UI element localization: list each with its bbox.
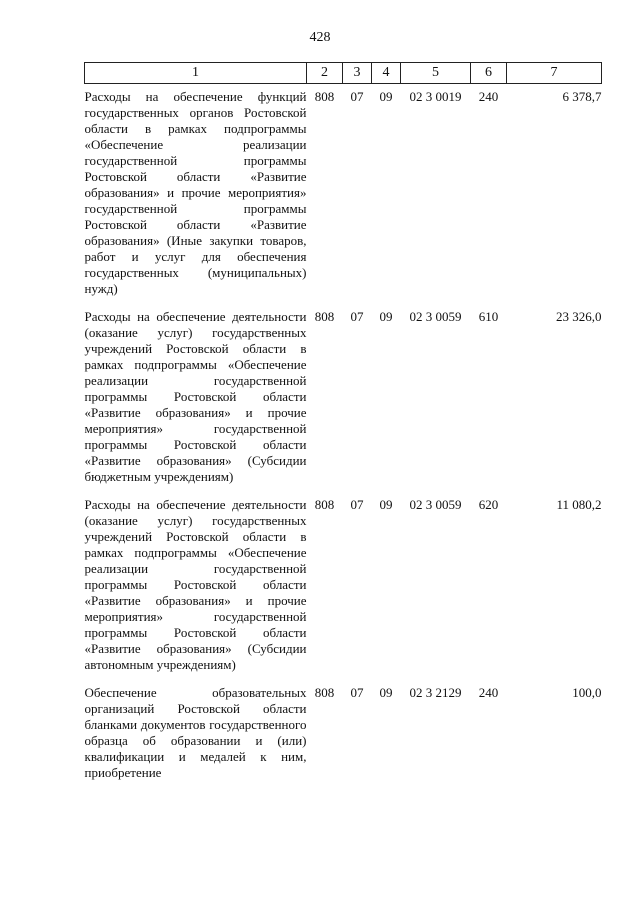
row-amount: 23 326,0 bbox=[556, 309, 602, 324]
row-expense-type: 620 bbox=[478, 497, 499, 512]
row-subsection-code: 09 bbox=[379, 685, 393, 700]
table-row bbox=[85, 84, 602, 305]
header-col-1: 1 bbox=[85, 63, 307, 84]
row-expense-type: 240 bbox=[478, 685, 499, 700]
row-target-code: 02 3 0059 bbox=[409, 309, 462, 324]
table-row bbox=[85, 304, 602, 492]
header-row bbox=[85, 63, 602, 84]
row-amount: 11 080,2 bbox=[556, 497, 602, 512]
row-description: Расходы на обеспечение деятельности (оказание услуг) государственных учреждений Ростовской области в рамках подпрограммы «Обеспечение реализации государственной программы Ростовской области «Развитие образования» и прочие мероприятия» государственной программы Ростовской области «Развитие образования» (Субсидии автономным учреждениям) bbox=[84, 497, 307, 672]
row-section-code: 07 bbox=[350, 497, 364, 512]
row-expense-type: 240 bbox=[478, 89, 499, 104]
row-ministry-code: 808 bbox=[314, 685, 335, 700]
page-number: 428 bbox=[309, 30, 331, 45]
header-col-5: 5 bbox=[401, 63, 471, 84]
row-description: Расходы на обеспечение функций государственных органов Ростовской области в рамках подпрограммы «Обеспечение реализации государственной программы Ростовской области «Развитие образования» и прочие мероприятия» государственной программы Ростовской области «Развитие образования» (Иные закупки товаров, работ и услуг для обеспечения государственных (муниципальных) нужд) bbox=[84, 89, 307, 296]
header-col-4: 4 bbox=[372, 63, 401, 84]
header-col-6: 6 bbox=[471, 63, 507, 84]
row-description: Расходы на обеспечение деятельности (оказание услуг) государственных учреждений Ростовской области в рамках подпрограммы «Обеспечение реализации государственной программы Ростовской области «Развитие образования» и прочие мероприятия» государственной программы Ростовской области «Развитие образования» (Субсидии бюджетным учреждениям) bbox=[84, 309, 307, 484]
row-target-code: 02 3 0019 bbox=[409, 89, 462, 104]
header-col-2: 2 bbox=[307, 63, 343, 84]
row-target-code: 02 3 2129 bbox=[409, 685, 462, 700]
table-row bbox=[85, 492, 602, 680]
row-subsection-code: 09 bbox=[379, 497, 393, 512]
row-ministry-code: 808 bbox=[314, 497, 335, 512]
row-target-code: 02 3 0059 bbox=[409, 497, 462, 512]
row-description: Обеспечение образовательных организаций Ростовской области бланками документов государственного образца об образовании и (или) квалификации и медалей к ним, приобретение bbox=[84, 685, 307, 780]
row-section-code: 07 bbox=[350, 685, 364, 700]
row-section-code: 07 bbox=[350, 89, 364, 104]
header-col-7: 7 bbox=[507, 63, 602, 84]
row-amount: 6 378,7 bbox=[562, 89, 602, 104]
row-expense-type: 610 bbox=[478, 309, 499, 324]
budget-table bbox=[84, 62, 602, 788]
row-amount: 100,0 bbox=[572, 685, 602, 700]
header-col-3: 3 bbox=[343, 63, 372, 84]
row-subsection-code: 09 bbox=[379, 89, 393, 104]
table-row bbox=[85, 680, 602, 788]
row-section-code: 07 bbox=[350, 309, 364, 324]
row-ministry-code: 808 bbox=[314, 89, 335, 104]
row-ministry-code: 808 bbox=[314, 309, 335, 324]
row-subsection-code: 09 bbox=[379, 309, 393, 324]
